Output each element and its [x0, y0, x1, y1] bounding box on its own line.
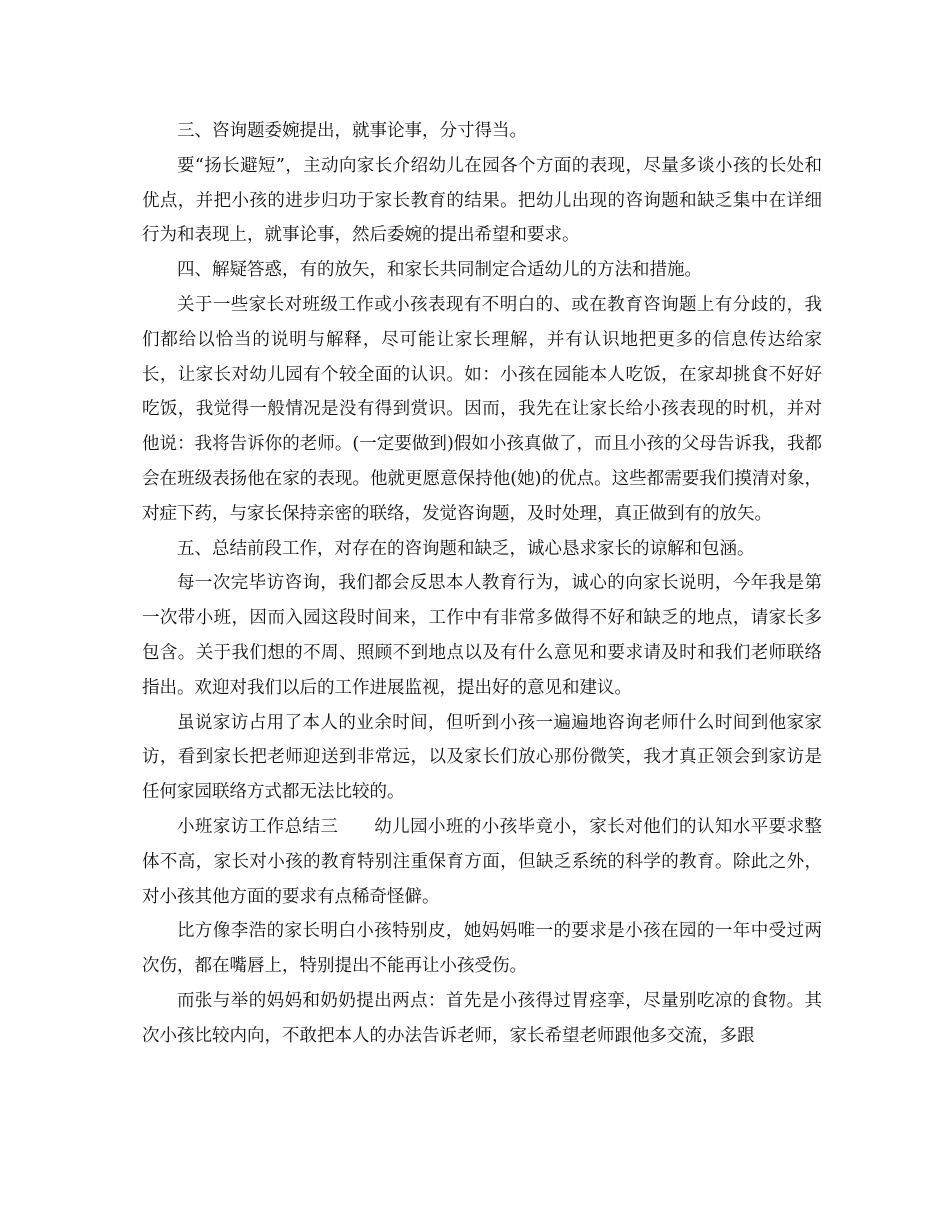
document-body: [142, 114, 822, 1054]
heading-three: 三、咨询题委婉提出，就事论事，分寸得当。: [177, 121, 527, 141]
paragraph: 比方像李浩的家长明白小孩特别皮，她妈妈唯一的要求是小孩在园的一年中受过两次伤，都在嘴唇上，特别提出不能再让小孩受伤。: [142, 921, 822, 977]
paragraph: 小班家访工作总结三 幼儿园小班的小孩毕竟小，家长对他们的认知水平要求整体不高，家长对小孩的教育特别注重保育方面，但缺乏系统的科学的教育。除此之外，对小孩其他方面的要求有点稀奇怪僻。: [142, 816, 822, 907]
paragraph: 要“扬长避短”，主动向家长介绍幼儿在园各个方面的表现，尽量多谈小孩的长处和优点，并把小孩的进步归功于家长教育的结果。把幼儿出现的咨询题和缺乏集中在详细行为和表现上，就事论事，然后委婉的提出希望和要求。: [142, 155, 822, 246]
paragraph: 而张与举的妈妈和奶奶提出两点：首先是小孩得过胃痉挛，尽量别吃凉的食物。其次小孩比较内向，不敢把本人的办法告诉老师，家长希望老师跟他多交流，多跟: [142, 990, 822, 1046]
heading-four: 四、解疑答惑，有的放矢，和家长共同制定合适幼儿的方法和措施。: [177, 260, 702, 281]
heading-five: 五、总结前段工作，对存在的咨询题和缺乏，诚心恳求家长的谅解和包涵。: [177, 538, 755, 559]
paragraph: 每一次完毕访咨询，我们都会反思本人教育行为，诚心的向家长说明，今年我是第一次带小班，因而入园这段时间来，工作中有非常多做得不好和缺乏的地点，请家长多包含。关于我们想的不周、照顾不到地点以及有什么意见和要求请及时和我们老师联络指出。欢迎对我们以后的工作进展监视，提出好的意见和建议。: [142, 573, 822, 698]
paragraph: 虽说家访占用了本人的业余时间，但听到小孩一遍遍地咨询老师什么时间到他家家访，看到家长把老师迎送到非常远，以及家长们放心那份微笑，我才真正领会到家访是任何家园联络方式都无法比较的。: [142, 712, 822, 803]
paragraph: 关于一些家长对班级工作或小孩表现有不明白的、或在教育咨询题上有分歧的，我们都给以恰当的说明与解释，尽可能让家长理解，并有认识地把更多的信息传达给家长，让家长对幼儿园有个较全面的认识。如：小孩在园能本人吃饭，在家却挑食不好好吃饭，我觉得一般情况是没有得到赏识。因而，我先在让家长给小孩表现的时机，并对他说：我将告诉你的老师。(一定要做到)假如小孩真做了，而且小孩的父母告诉我，我都会在班级表扬他在家的表现。他就更愿意保持他(她)的优点。这些都需要我们摸清对象，对症下药，与家长保持亲密的联络，发觉咨询题，及时处理，真正做到有的放矢。: [142, 294, 822, 524]
